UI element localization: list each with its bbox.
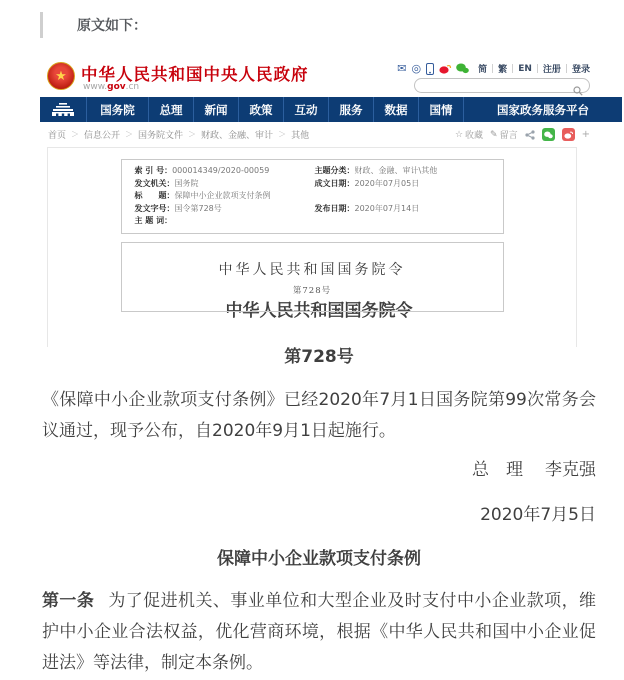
article-page <box>0 12 624 680</box>
page-actions <box>455 122 590 147</box>
chevron-right-icon: ＞ <box>71 130 80 139</box>
breadcrumb-guowuyuan-wenjian[interactable]: 国务院文件 <box>138 131 184 141</box>
lang-english[interactable]: EN <box>518 63 532 74</box>
lang-simplified[interactable]: 简 <box>478 65 488 75</box>
breadcrumb-qita[interactable]: 其他 <box>291 131 310 141</box>
nav-home-icon[interactable] <box>40 97 86 122</box>
site-title[interactable]: 中华人民共和国中央人民政府 <box>81 65 309 84</box>
meta-row <box>315 190 495 203</box>
chevron-right-icon: ＞ <box>188 130 197 139</box>
decree-scan-title: 中华人民共和国国务院令 <box>218 261 406 278</box>
main-nav <box>40 97 622 122</box>
nav-item-hudong[interactable]: 互动 <box>283 97 328 122</box>
article-1-label: 第一条 <box>42 591 95 611</box>
share-weibo-icon[interactable] <box>562 128 575 141</box>
document-panel <box>47 147 577 347</box>
mail-icon[interactable]: ✉ <box>397 62 407 75</box>
mobile-icon[interactable] <box>426 63 434 75</box>
meta-row: 标 题： 保障中小企业款项支付条例 <box>134 191 271 200</box>
nav-item-xinwen[interactable]: 新闻 <box>193 97 238 122</box>
breadcrumb-home[interactable]: 首页 <box>48 131 67 141</box>
meta-row: 成文日期： 2020年07月05日 <box>314 178 420 188</box>
law-title: 保障中小企业款项支付条例 <box>217 549 421 569</box>
nav-item-zongli[interactable]: 总理 <box>148 97 193 122</box>
search-input[interactable] <box>423 80 573 91</box>
meta-row: 发布日期： 2020年07月14日 <box>314 203 420 213</box>
national-emblem-icon: ★ <box>47 62 75 90</box>
nav-item-shuju[interactable]: 数据 <box>373 97 418 122</box>
meta-row: 发文机关： 国务院 <box>134 178 199 188</box>
meta-row: 主题分类： 财政、金融、审计\其他 <box>314 166 438 175</box>
article-body <box>42 300 596 679</box>
client-icon[interactable]: ◎ <box>411 62 422 75</box>
sign-date: 2020年7月5日 <box>480 505 596 525</box>
govcn-screenshot <box>40 57 622 296</box>
nav-item-zhengce[interactable]: 政策 <box>238 97 283 122</box>
signer-title: 总 理 <box>472 460 523 480</box>
search-box <box>414 78 590 93</box>
nav-item-guoqing[interactable]: 国情 <box>418 97 463 122</box>
decree-number: 第728号 <box>284 347 354 367</box>
more-share-button[interactable]: + <box>581 129 590 140</box>
tiananmen-icon <box>52 103 74 116</box>
decree-scan-number: 第728号 <box>292 285 332 296</box>
lang-traditional[interactable]: 繁 <box>498 65 508 75</box>
wechat-icon[interactable] <box>456 63 469 74</box>
share-icon[interactable] <box>525 130 535 140</box>
meta-row: 发文字号： 国令第728号 <box>134 203 222 213</box>
meta-row: 主 题 词： <box>134 216 173 225</box>
nav-item-zhengwu-platform[interactable]: 国家政务服务平台 <box>463 97 622 122</box>
header-toolbar <box>397 62 590 75</box>
site-url[interactable]: www.gov.cn <box>83 82 140 92</box>
decree-title: 中华人民共和国国务院令 <box>225 301 413 321</box>
breadcrumb <box>40 122 622 147</box>
search-icon[interactable] <box>573 81 583 100</box>
decree-paragraph: 《保障中小企业款项支付条例》已经2020年7月1日国务院第99次常务会议通过，现予公布，自2020年9月1日起施行。 <box>42 390 596 441</box>
register-link[interactable]: 注册 <box>542 65 561 75</box>
signer-line <box>42 459 596 481</box>
chevron-right-icon: ＞ <box>278 130 287 139</box>
quote-label: 原文如下： <box>77 18 147 34</box>
star-icon: ☆ <box>454 129 464 140</box>
chevron-right-icon: ＞ <box>125 130 134 139</box>
article-1 <box>42 586 596 679</box>
share-wechat-icon[interactable] <box>542 128 555 141</box>
weibo-icon[interactable] <box>439 63 451 74</box>
signer-name: 李克强 <box>545 460 596 480</box>
decree-scan-box <box>121 242 504 312</box>
pencil-icon: ✎ <box>490 129 498 140</box>
meta-row: 索 引 号： 000014349/2020-00059 <box>134 166 270 175</box>
document-meta-table <box>121 159 504 234</box>
govcn-header <box>40 57 622 97</box>
comment-button[interactable]: ✎ 留言 <box>490 129 518 141</box>
favorite-button[interactable]: ☆ 收藏 <box>454 129 484 141</box>
nav-item-guowuyuan[interactable]: 国务院 <box>86 97 148 122</box>
login-link[interactable]: 登录 <box>571 65 590 75</box>
quote-block <box>40 12 624 38</box>
breadcrumb-caizheng[interactable]: 财政、金融、审计 <box>201 131 274 141</box>
lang-switcher: 简 | 繁 | EN | 注册 | 登录 <box>478 63 590 75</box>
article-1-text: 为了促进机关、事业单位和大型企业及时支付中小企业款项，维护中小企业合法权益，优化营商环境，根据《中华人民共和国中小企业促进法》等法律，制定本条例。 <box>42 591 597 673</box>
nav-item-fuwu[interactable]: 服务 <box>328 97 373 122</box>
breadcrumb-xinxigongkai[interactable]: 信息公开 <box>84 131 121 141</box>
